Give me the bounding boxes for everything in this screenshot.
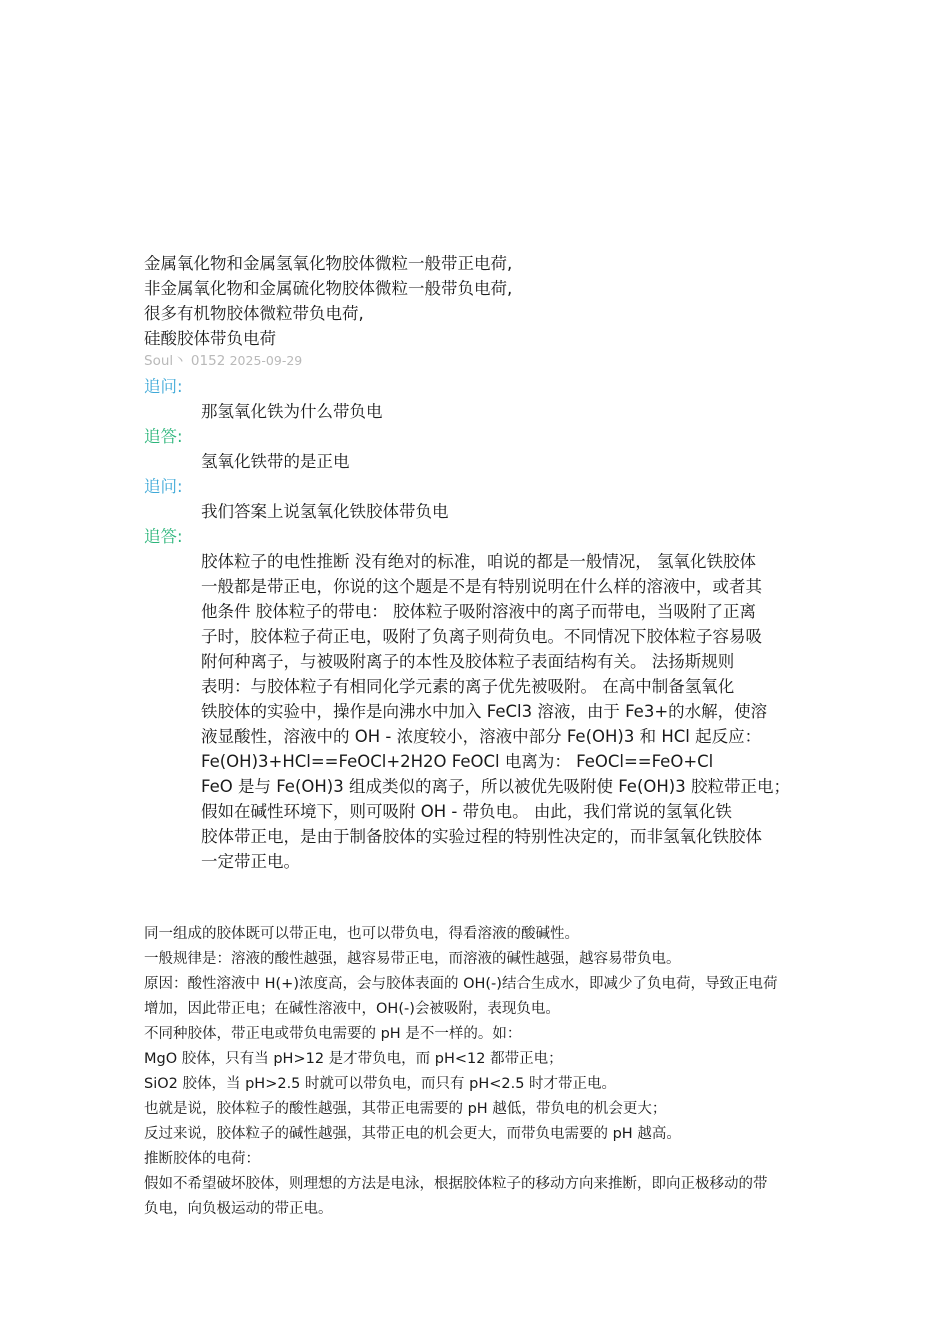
answer-line: 不同种胶体，带正电或带负电需要的 pH 是不一样的。如： [144, 1026, 522, 1042]
followup-line: FeO 是与 Fe(OH)3 组成类似的离子，所以被优先吸附使 Fe(OH)3 胶粒带正电； [201, 777, 790, 796]
answer-line: 金属氧化物和金属氢氧化物胶体微粒一般带正电荷, [144, 254, 513, 273]
answer-line: 非金属氧化物和金属硫化物胶体微粒一般带负电荷, [144, 279, 513, 298]
answer-line: 也就是说，胶体粒子的酸性越强，其带正电需要的 pH 越低，带负电的机会更大； [144, 1101, 667, 1117]
followup-line: 胶体粒子的电性推断 没有绝对的标准，咱说的都是一般情况， 氢氧化铁胶体 [201, 552, 756, 571]
followup-ask-label: 追问: [144, 377, 183, 396]
second-answer [144, 922, 824, 1222]
followup-reply-label: 追答: [144, 427, 183, 446]
followup-question [144, 374, 824, 424]
answer-meta [144, 351, 302, 371]
answer-line: 原因：酸性溶液中 H(+)浓度高，会与胶体表面的 OH(-)结合生成水，即减少了负电荷，导致正电荷 [144, 976, 778, 992]
followup-line: Fe(OH)3+HCl==FeOCl+2H2O FeOCl 电离为： FeOCl==FeO+Cl [201, 752, 714, 771]
followup-text [201, 499, 806, 524]
followup-line: 假如在碱性环境下，则可吸附 OH - 带负电。 由此，我们常说的氢氧化铁 [201, 802, 732, 821]
followup-line: 那氢氧化铁为什么带负电 [201, 402, 383, 421]
answer-line: 很多有机物胶体微粒带负电荷, [144, 304, 364, 323]
followup-question [144, 474, 824, 524]
answer-date: 2025-09-29 [229, 353, 303, 368]
answer-line: 一般规律是：溶液的酸性越强，越容易带正电，而溶液的碱性越强，越容易带负电。 [144, 951, 681, 967]
followup-text [201, 449, 806, 474]
followup-line: 一般都是带正电，你说的这个题是不是有特别说明在什么样的溶液中，或者其 [201, 577, 762, 596]
followup-line: 胶体带正电，是由于制备胶体的实验过程的特别性决定的，而非氢氧化铁胶体 [201, 827, 762, 846]
followup-line: 他条件 胶体粒子的带电： 胶体粒子吸附溶液中的离子而带电，当吸附了正离 [201, 602, 756, 621]
followup-line: 液显酸性，溶液中的 OH - 浓度较小，溶液中部分 Fe(OH)3 和 HCl 起反应： [201, 727, 762, 746]
answer-line: 增加，因此带正电；在碱性溶液中，OH(-)会被吸附，表现负电。 [144, 1001, 560, 1017]
followup-line: 子时，胶体粒子荷正电，吸附了负离子则荷负电。不同情况下胶体粒子容易吸 [201, 627, 762, 646]
answer-line: MgO 胶体，只有当 pH>12 是才带负电，而 pH<12 都带正电； [144, 1051, 563, 1067]
followup-ask-label: 追问: [144, 477, 183, 496]
followup-line: 一定带正电。 [201, 852, 300, 871]
followup-line: 附何种离子，与被吸附离子的本性及胶体粒子表面结构有关。 法扬斯规则 [201, 652, 735, 671]
answer-line: 反过来说，胶体粒子的碱性越强，其带正电的机会更大，而带负电需要的 pH 越高。 [144, 1126, 681, 1142]
answer-line: 推断胶体的电荷： [144, 1151, 260, 1167]
followup-reply [144, 524, 824, 874]
followup-reply [144, 424, 824, 474]
followup-text [201, 549, 806, 874]
first-answer [144, 251, 824, 351]
answer-line: SiO2 胶体，当 pH>2.5 时就可以带负电，而只有 pH<2.5 时才带正电。 [144, 1076, 617, 1092]
answer-line: 硅酸胶体带负电荷 [144, 329, 276, 348]
followup-line: 铁胶体的实验中，操作是向沸水中加入 FeCl3 溶液，由于 Fe3+的水解，使溶 [201, 702, 768, 721]
followup-line: 氢氧化铁带的是正电 [201, 452, 350, 471]
followup-line: 我们答案上说氢氧化铁胶体带负电 [201, 502, 449, 521]
answer-line: 同一组成的胶体既可以带正电，也可以带负电，得看溶液的酸碱性。 [144, 926, 579, 942]
author-name: Soul丶 0152 [144, 353, 226, 369]
followup-line: 表明：与胶体粒子有相同化学元素的离子优先被吸附。 在高中制备氢氧化 [201, 677, 735, 696]
followup-text [201, 399, 806, 424]
answer-line: 负电，向负极运动的带正电。 [144, 1201, 333, 1217]
followup-reply-label: 追答: [144, 527, 183, 546]
answer-line: 假如不希望破坏胶体，则理想的方法是电泳，根据胶体粒子的移动方向来推断，即向正极移动的带 [144, 1176, 768, 1192]
